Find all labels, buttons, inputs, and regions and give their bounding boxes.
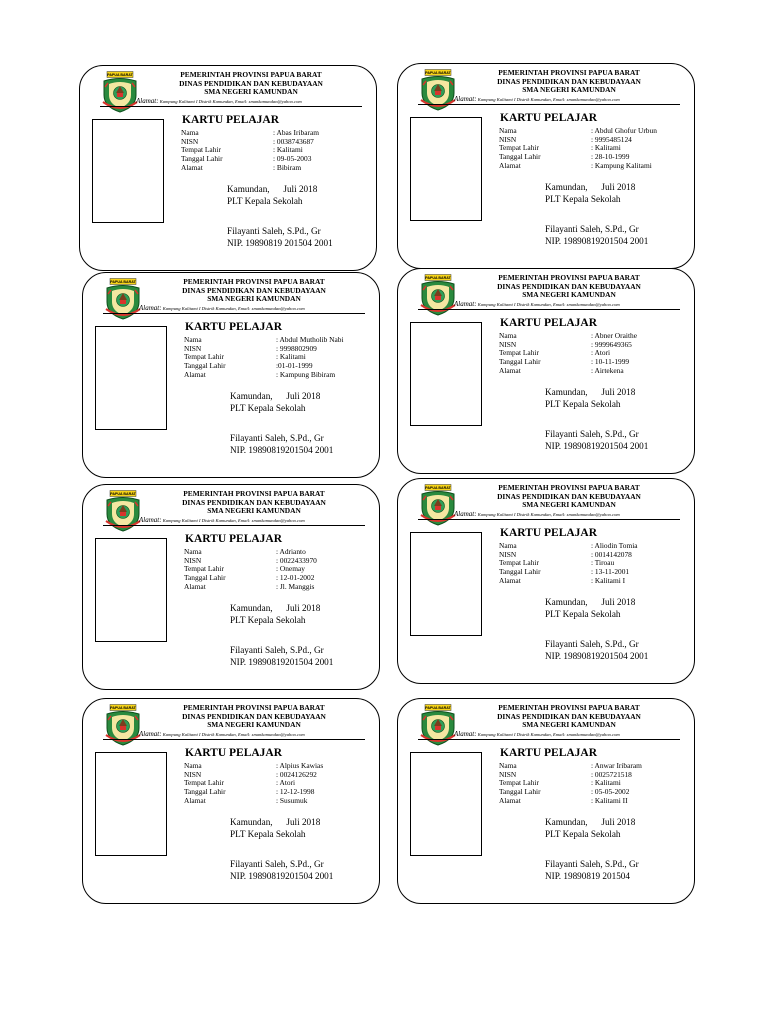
header-department: DINAS PENDIDIKAN DAN KEBUDAYAAN [497,76,641,86]
card-title: KARTU PELAJAR [185,747,283,759]
field-label-nisn: NISN [184,555,202,565]
card-header [143,490,365,516]
address-text: Kampung Kalitami I Distrik Kamundan, Email: smankamundan@yahoo.com [477,732,620,737]
logo-text: PAPUA BARAT [110,280,136,284]
student-card [82,698,380,904]
signer-position: PLT Kepala Sekolah [545,398,621,409]
student-fields [499,762,642,806]
header-address [454,510,686,518]
address-text: Kampung Kalitami I Distrik Kamundan, Email: smankamundan@yahoo.com [159,99,302,104]
signer-nip: NIP. 19890819201504 2001 [230,656,334,667]
field-row-alamat [181,164,319,173]
field-label-alamat: Alamat [499,160,521,170]
field-label-tempat-lahir: Tempat Lahir [184,564,224,574]
signature-block [230,859,333,882]
card-title: KARTU PELAJAR [500,527,598,539]
logo-text: PAPUA BARAT [425,486,451,490]
signer-nip: NIP. 19890819201504 2001 [545,650,649,661]
address-text: Kampung Kalitami I Distrik Kamundan, Email: smankamundan@yahoo.com [477,97,620,102]
place-date: Kamundan, Juli 2018 [227,184,318,194]
field-label-nama: Nama [184,547,202,556]
field-row-alamat [499,367,637,376]
signer-nip: NIP. 19890819201504 2001 [230,444,334,455]
header-school: SMA NEGERI KAMUNDAN [207,506,301,516]
address-label: Alamat: [139,516,162,524]
field-label-tempat-lahir: Tempat Lahir [499,558,539,568]
field-row-alamat [499,797,642,806]
field-label-alamat: Alamat [184,795,206,805]
field-label-alamat: Alamat [181,162,203,172]
signer-position: PLT Kepala Sekolah [545,193,621,204]
header-divider [103,525,365,526]
header-address [454,730,686,738]
signer-position: PLT Kepala Sekolah [230,402,306,413]
address-label: Alamat: [454,95,477,103]
field-value-alamat: : Airtekena [591,365,624,375]
student-fields [181,129,319,173]
address-text: Kampung Kalitami I Distrik Kamundan, Email: smankamundan@yahoo.com [162,306,305,311]
field-row-nama [184,336,344,345]
field-value-tanggal-lahir: : 10-11-1999 [591,357,630,367]
field-value-nama: : Anwar Iribaram [591,761,642,770]
signer-position: PLT Kepala Sekolah [227,195,303,206]
field-label-tanggal-lahir: Tanggal Lahir [499,357,541,367]
header-address [136,97,368,105]
field-label-nisn: NISN [181,136,199,146]
header-divider [103,739,365,740]
signature-block [545,859,639,882]
field-label-alamat: Alamat [499,575,521,585]
issue-block [230,391,320,414]
header-school: SMA NEGERI KAMUNDAN [522,720,616,730]
field-value-alamat: : Jl. Manggis [276,581,315,591]
field-value-nama: : Alpius Kawias [276,761,324,770]
header-divider [418,104,680,105]
field-label-tanggal-lahir: Tanggal Lahir [499,152,541,162]
header-department: DINAS PENDIDIKAN DAN KEBUDAYAAN [182,711,326,721]
signer-name: Filayanti Saleh, S.Pd., Gr [230,859,324,869]
field-row-alamat [184,371,344,380]
photo-box [410,532,482,636]
field-label-nisn: NISN [499,134,517,144]
header-divider [418,519,680,520]
signer-name: Filayanti Saleh, S.Pd., Gr [227,226,321,236]
header-department: DINAS PENDIDIKAN DAN KEBUDAYAAN [179,78,323,88]
field-label-nisn: NISN [499,339,517,349]
header-province: PEMERINTAH PROVINSI PAPUA BARAT [183,489,325,498]
photo-box [95,752,167,856]
field-label-nama: Nama [499,126,517,135]
field-value-tanggal-lahir: :01-01-1999 [276,361,313,371]
field-value-nisn: : 0025721518 [591,769,632,779]
signer-position: PLT Kepala Sekolah [545,608,621,619]
student-fields [499,127,657,171]
field-label-nama: Nama [499,331,517,340]
signer-nip: NIP. 19890819201504 2001 [230,870,334,881]
field-value-alamat: : Kampung Kalitami [591,160,652,170]
address-label: Alamat: [454,730,477,738]
signer-name: Filayanti Saleh, S.Pd., Gr [545,859,639,869]
field-label-tanggal-lahir: Tanggal Lahir [499,787,541,797]
place-date: Kamundan, Juli 2018 [545,597,636,607]
field-label-nama: Nama [184,335,202,344]
header-province: PEMERINTAH PROVINSI PAPUA BARAT [498,68,640,77]
header-school: SMA NEGERI KAMUNDAN [522,290,616,300]
card-header [458,484,680,510]
photo-box [95,326,167,430]
card-header [143,278,365,304]
card-header [140,71,362,97]
field-value-nama: : Adrianto [276,547,306,556]
signature-block [227,226,333,249]
card-title: KARTU PELAJAR [185,321,283,333]
logo-text: PAPUA BARAT [110,706,136,710]
signer-position: PLT Kepala Sekolah [230,614,306,625]
header-province: PEMERINTAH PROVINSI PAPUA BARAT [498,703,640,712]
header-department: DINAS PENDIDIKAN DAN KEBUDAYAAN [182,497,326,507]
field-value-alamat: : Kalitami II [591,795,628,805]
header-divider [100,106,362,107]
place-date: Kamundan, Juli 2018 [545,387,636,397]
field-label-alamat: Alamat [499,365,521,375]
field-value-nama: : Abdul Ghofur Urbun [591,126,657,135]
field-label-tanggal-lahir: Tanggal Lahir [184,573,226,583]
signature-block [545,224,648,247]
logo-text: PAPUA BARAT [425,276,451,280]
field-value-nama: : Abas Iribaram [273,128,319,137]
card-header [458,69,680,95]
field-label-nisn: NISN [184,769,202,779]
field-value-tanggal-lahir: : 28-10-1999 [591,152,630,162]
address-text: Kampung Kalitami I Distrik Kamundan, Email: smankamundan@yahoo.com [477,512,620,517]
address-text: Kampung Kalitami I Distrik Kamundan, Email: smankamundan@yahoo.com [162,518,305,523]
header-address [139,730,371,738]
address-label: Alamat: [139,304,162,312]
field-label-alamat: Alamat [184,581,206,591]
header-province: PEMERINTAH PROVINSI PAPUA BARAT [498,273,640,282]
field-value-nisn: : 0038743687 [273,136,314,146]
field-value-tempat-lahir: : Kalitami [591,143,621,153]
student-fields [184,762,323,806]
photo-box [410,322,482,426]
student-card [397,63,695,269]
field-value-tempat-lahir: : Kalitami [273,145,303,155]
field-value-tempat-lahir: : Atori [276,778,296,788]
field-label-tanggal-lahir: Tanggal Lahir [184,361,226,371]
issue-block [230,817,320,840]
field-value-nisn: : 0014142078 [591,549,632,559]
address-label: Alamat: [136,97,159,105]
field-label-tanggal-lahir: Tanggal Lahir [181,154,223,164]
field-label-nama: Nama [499,761,517,770]
card-title: KARTU PELAJAR [500,112,598,124]
header-department: DINAS PENDIDIKAN DAN KEBUDAYAAN [182,285,326,295]
field-label-alamat: Alamat [499,795,521,805]
field-value-tempat-lahir: : Tiroau [591,558,615,568]
header-department: DINAS PENDIDIKAN DAN KEBUDAYAAN [497,491,641,501]
address-text: Kampung Kalitami I Distrik Kamundan, Email: smankamundan@yahoo.com [162,732,305,737]
field-label-tanggal-lahir: Tanggal Lahir [499,567,541,577]
logo-text: PAPUA BARAT [107,73,133,77]
field-value-tanggal-lahir: : 13-11-2001 [591,567,630,577]
field-value-alamat: : Susumuk [276,795,308,805]
issue-block [545,597,635,620]
card-title: KARTU PELAJAR [182,114,280,126]
field-value-alamat: : Kalitami I [591,575,626,585]
card-header [458,704,680,730]
header-province: PEMERINTAH PROVINSI PAPUA BARAT [180,70,322,79]
issue-block [545,182,635,205]
issue-block [227,184,317,207]
address-label: Alamat: [139,730,162,738]
photo-box [410,752,482,856]
signature-block [230,645,333,668]
header-department: DINAS PENDIDIKAN DAN KEBUDAYAAN [497,711,641,721]
signer-name: Filayanti Saleh, S.Pd., Gr [545,639,639,649]
field-value-tempat-lahir: : Onemay [276,564,305,574]
student-card [82,272,380,478]
field-label-tempat-lahir: Tempat Lahir [181,145,221,155]
header-school: SMA NEGERI KAMUNDAN [207,294,301,304]
signer-name: Filayanti Saleh, S.Pd., Gr [545,224,639,234]
header-address [139,516,371,524]
header-province: PEMERINTAH PROVINSI PAPUA BARAT [498,483,640,492]
student-card [397,478,695,684]
header-address [139,304,371,312]
place-date: Kamundan, Juli 2018 [230,391,321,401]
address-label: Alamat: [454,510,477,518]
field-label-nisn: NISN [499,549,517,559]
field-row-nama [499,127,657,136]
address-label: Alamat: [454,300,477,308]
issue-block [545,817,635,840]
student-fields [184,548,317,592]
field-value-nama: : Aliodin Tomia [591,541,638,550]
field-label-tempat-lahir: Tempat Lahir [184,352,224,362]
header-address [454,95,686,103]
field-value-nisn: : 9998802909 [276,343,317,353]
photo-box [92,119,164,223]
logo-text: PAPUA BARAT [425,71,451,75]
field-label-nisn: NISN [499,769,517,779]
header-province: PEMERINTAH PROVINSI PAPUA BARAT [183,277,325,286]
signer-name: Filayanti Saleh, S.Pd., Gr [545,429,639,439]
field-value-nisn: : 0022433970 [276,555,317,565]
student-card [79,65,377,271]
header-divider [418,739,680,740]
place-date: Kamundan, Juli 2018 [230,817,321,827]
header-department: DINAS PENDIDIKAN DAN KEBUDAYAAN [497,281,641,291]
field-value-nisn: : 9995485124 [591,134,632,144]
place-date: Kamundan, Juli 2018 [545,817,636,827]
field-value-nisn: : 9999649365 [591,339,632,349]
field-value-tanggal-lahir: : 12-12-1998 [276,787,315,797]
student-fields [499,332,637,376]
field-label-tempat-lahir: Tempat Lahir [184,778,224,788]
field-value-nisn: : 0024126292 [276,769,317,779]
field-value-tempat-lahir: : Atori [591,348,611,358]
field-value-alamat: : Bibiram [273,162,302,172]
signer-position: PLT Kepala Sekolah [230,828,306,839]
place-date: Kamundan, Juli 2018 [545,182,636,192]
signature-block [545,429,648,452]
header-school: SMA NEGERI KAMUNDAN [207,720,301,730]
issue-block [230,603,320,626]
field-label-nama: Nama [499,541,517,550]
card-title: KARTU PELAJAR [500,747,598,759]
header-divider [103,313,365,314]
signer-nip: NIP. 19890819201504 2001 [545,440,649,451]
field-label-alamat: Alamat [184,369,206,379]
field-value-nama: : Abdul Mutholib Nabi [276,335,344,344]
card-title: KARTU PELAJAR [500,317,598,329]
field-label-tanggal-lahir: Tanggal Lahir [184,787,226,797]
field-row-alamat [184,797,323,806]
signer-nip: NIP. 19890819 201504 [545,870,630,881]
photo-box [410,117,482,221]
photo-box [95,538,167,642]
field-row-alamat [499,162,657,171]
field-label-tempat-lahir: Tempat Lahir [499,778,539,788]
field-row-alamat [499,577,638,586]
field-value-tempat-lahir: : Kalitami [276,352,306,362]
signer-nip: NIP. 19890819201504 2001 [545,235,649,246]
header-province: PEMERINTAH PROVINSI PAPUA BARAT [183,703,325,712]
student-card [397,268,695,474]
signature-block [545,639,648,662]
signer-name: Filayanti Saleh, S.Pd., Gr [230,433,324,443]
card-header [143,704,365,730]
header-school: SMA NEGERI KAMUNDAN [204,87,298,97]
signature-block [230,433,333,456]
field-value-alamat: : Kampung Bibiram [276,369,336,379]
logo-text: PAPUA BARAT [425,706,451,710]
field-value-tanggal-lahir: : 05-05-2002 [591,787,630,797]
signer-nip: NIP. 19890819 201504 2001 [227,237,333,248]
field-label-tempat-lahir: Tempat Lahir [499,143,539,153]
header-divider [418,309,680,310]
header-school: SMA NEGERI KAMUNDAN [522,85,616,95]
field-value-tanggal-lahir: : 09-05-2003 [273,154,312,164]
issue-block [545,387,635,410]
field-value-tempat-lahir: : Kalitami [591,778,621,788]
header-address [454,300,686,308]
header-school: SMA NEGERI KAMUNDAN [522,500,616,510]
student-fields [499,542,638,586]
field-label-nama: Nama [184,761,202,770]
card-title: KARTU PELAJAR [185,533,283,545]
signer-position: PLT Kepala Sekolah [545,828,621,839]
student-card [397,698,695,904]
field-value-nama: : Abner Oraithe [591,331,637,340]
student-card [82,484,380,690]
student-fields [184,336,344,380]
field-label-tempat-lahir: Tempat Lahir [499,348,539,358]
field-label-nisn: NISN [184,343,202,353]
field-label-nama: Nama [181,128,199,137]
signer-name: Filayanti Saleh, S.Pd., Gr [230,645,324,655]
card-header [458,274,680,300]
place-date: Kamundan, Juli 2018 [230,603,321,613]
logo-text: PAPUA BARAT [110,492,136,496]
field-row-alamat [184,583,317,592]
address-text: Kampung Kalitami I Distrik Kamundan, Email: smankamundan@yahoo.com [477,302,620,307]
field-value-tanggal-lahir: : 12-01-2002 [276,573,315,583]
